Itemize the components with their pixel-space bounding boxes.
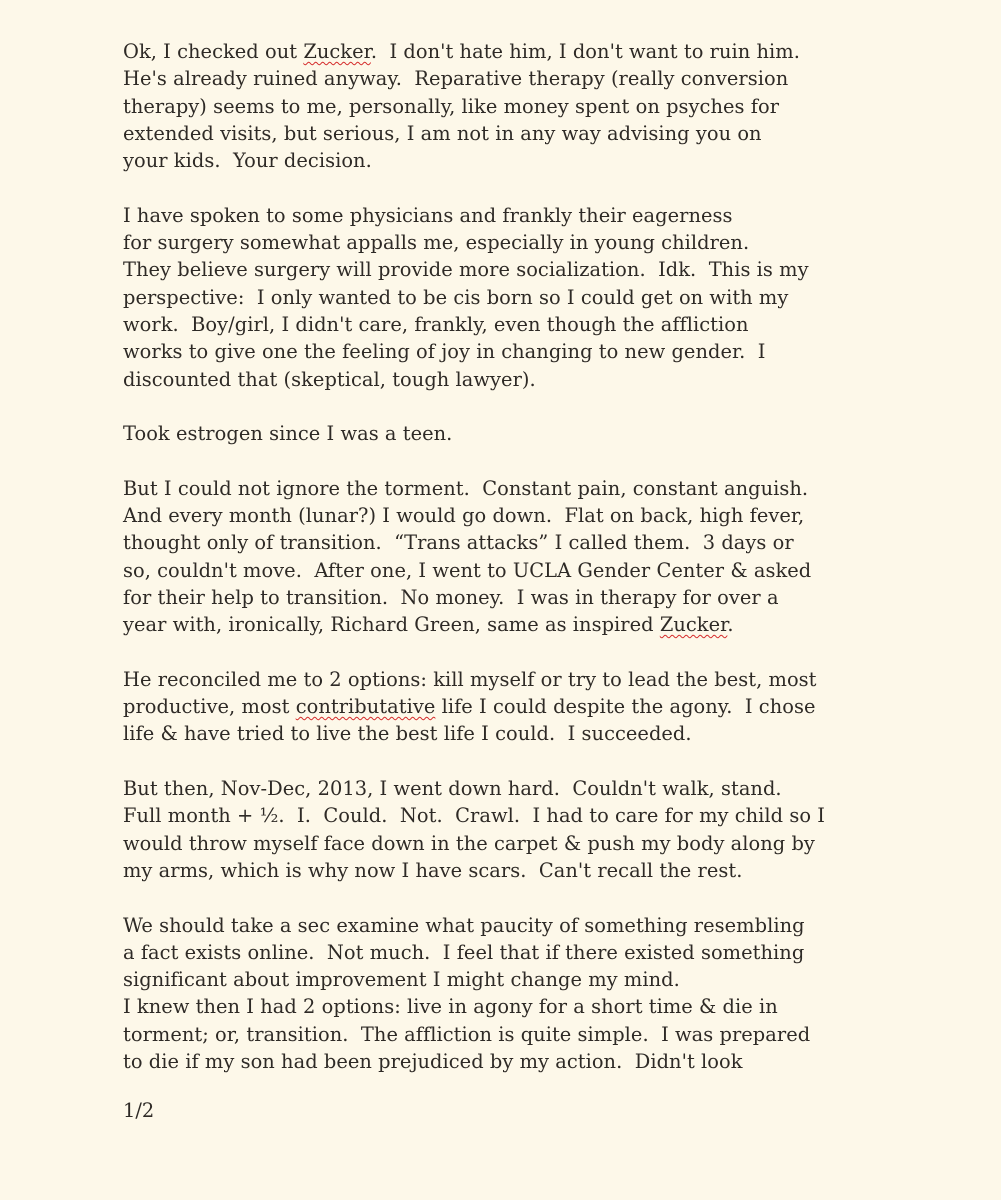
text-run: torment; or, transition. The affliction is quite simple. I was prepared [123,1022,811,1046]
paragraph-gap [123,393,983,420]
text-line [123,830,983,857]
text-run: so, couldn't move. After one, I went to UCLA Gender Center & asked [123,558,812,582]
text-line [123,775,983,802]
paragraph [123,666,983,748]
text-line [123,1048,983,1075]
letter-body [123,38,983,1075]
text-line [123,420,983,447]
text-line [123,939,983,966]
text-line [123,802,983,829]
paragraph-gap [123,174,983,201]
text-line [123,256,983,283]
text-run: discounted that (skeptical, tough lawyer). [123,367,536,391]
text-run: year with, ironically, Richard Green, same as inspired [123,613,660,637]
paragraph [123,912,983,1076]
text-run: productive, most [123,695,296,719]
text-line [123,993,983,1020]
text-line [123,311,983,338]
text-line [123,38,983,65]
page-number: 1/2 [123,1099,155,1122]
paragraph [123,202,983,393]
text-line [123,475,983,502]
text-line [123,584,983,611]
text-line [123,857,983,884]
text-line [123,202,983,229]
text-run: And every month (lunar?) I would go down. Flat on back, high fever, [123,504,805,528]
paragraph [123,775,983,884]
text-run: to die if my son had been prejudiced by my action. Didn't look [123,1049,743,1073]
text-run: . I don't hate him, I don't want to ruin him. [370,40,800,63]
text-run: for surgery somewhat appalls me, especially in young children. [123,231,750,255]
text-line [123,720,983,747]
text-run: your kids. Your decision. [123,149,372,173]
misspelled-word: Zucker [659,613,728,637]
text-run: works to give one the feeling of joy in changing to new gender. I [123,340,766,364]
text-line [123,502,983,529]
text-run: therapy) seems to me, personally, like money spent on psyches for [123,94,780,118]
text-run: Full month + ½. I. Could. Not. Crawl. I had to care for my child so I [123,804,826,828]
text-run: life I could despite the agony. I chose [435,695,816,719]
text-run: I knew then I had 2 options: live in agony for a short time & die in [123,995,778,1019]
paragraph-gap [123,884,983,911]
text-line [123,284,983,311]
text-run: But I could not ignore the torment. Constant pain, constant anguish. [123,476,809,500]
text-run: my arms, which is why now I have scars. Can't recall the rest. [123,858,743,882]
text-run: life & have tried to live the best life I could. I succeeded. [123,722,692,746]
text-run: They believe surgery will provide more socialization. Idk. This is my [123,258,809,282]
text-run: But then, Nov-Dec, 2013, I went down hard. Couldn't walk, stand. [123,777,782,801]
text-line [123,1021,983,1048]
text-line [123,147,983,174]
text-line [123,229,983,256]
text-line [123,966,983,993]
text-line [123,366,983,393]
text-run: extended visits, but serious, I am not in any way advising you on [123,121,762,145]
paragraph [123,420,983,447]
text-line [123,338,983,365]
text-line [123,93,983,120]
text-run: Ok, I checked out [123,40,304,63]
text-run: He reconciled me to 2 options: kill myself or try to lead the best, most [123,667,817,691]
text-run: thought only of transition. “Trans attacks” I called them. 3 days or [123,531,794,555]
text-run: for their help to transition. No money. I was in therapy for over a [123,585,779,609]
misspelled-word: Zucker [303,40,371,63]
text-run: a fact exists online. Not much. I feel that if there existed something [123,940,805,964]
text-run: would throw myself face down in the carpet & push my body along by [123,831,815,855]
text-line [123,912,983,939]
paragraph [123,475,983,639]
text-run: I have spoken to some physicians and frankly their eagerness [123,203,733,227]
text-run: . [727,613,734,637]
text-line [123,557,983,584]
text-line [123,529,983,556]
text-run: Took estrogen since I was a teen. [123,422,453,446]
text-run: He's already ruined anyway. Reparative therapy (really conversion [123,67,789,91]
text-run: work. Boy/girl, I didn't care, frankly, even though the affliction [123,312,749,336]
paragraph-gap [123,748,983,775]
text-line [123,65,983,92]
text-run: We should take a sec examine what paucity of something resembling [123,913,805,937]
text-run: perspective: I only wanted to be cis born so I could get on with my [123,285,789,309]
text-line [123,611,983,638]
paragraph [123,38,983,174]
paragraph-gap [123,639,983,666]
misspelled-word: contributative [295,695,436,719]
text-line [123,666,983,693]
paragraph-gap [123,447,983,474]
text-line [123,120,983,147]
text-line [123,693,983,720]
text-run: significant about improvement I might change my mind. [123,968,680,992]
